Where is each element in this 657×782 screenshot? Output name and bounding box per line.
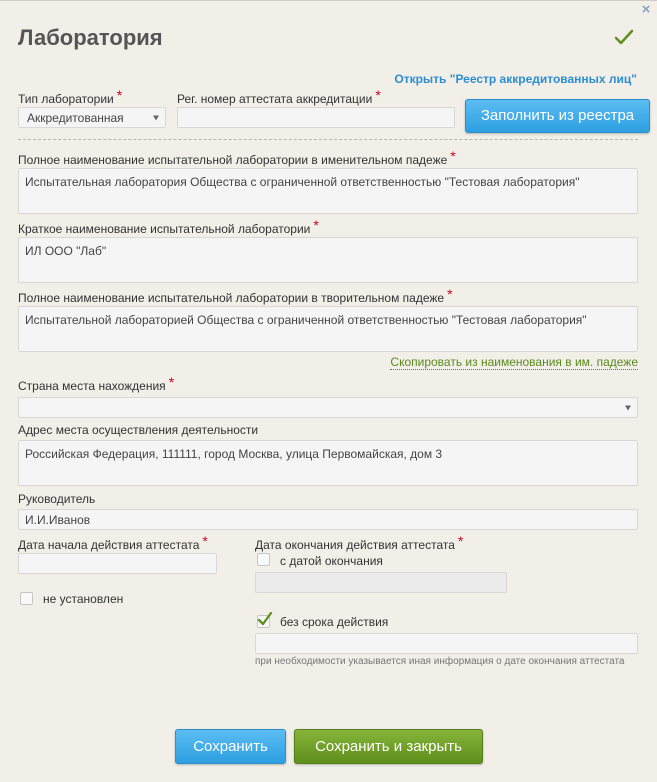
head-input[interactable]: И.И.Иванов xyxy=(18,509,638,530)
start-date-input[interactable] xyxy=(18,553,217,574)
short-name-label: Краткое наименование испытательной лаборатории * xyxy=(18,217,319,236)
lab-type-label: Тип лаборатории * xyxy=(18,87,123,106)
head-label: Руководитель xyxy=(18,492,96,506)
chevron-down-icon xyxy=(153,115,159,120)
lab-type-select[interactable] xyxy=(18,107,166,128)
save-button[interactable]: Сохранить xyxy=(175,729,286,764)
no-term-checkbox[interactable] xyxy=(257,615,270,628)
end-date-input[interactable] xyxy=(255,572,507,593)
address-textarea[interactable]: Российская Федерация, 111111, город Москва, улица Первомайская, дом 3 xyxy=(18,440,638,486)
full-name-nom-label: Полное наименование испытательной лаборатории в именительном падеже * xyxy=(18,148,456,167)
fill-from-registry-button[interactable]: Заполнить из реестра xyxy=(465,99,650,133)
reg-number-input[interactable] xyxy=(177,107,455,128)
open-registry-link[interactable]: Открыть "Реестр аккредитованных лиц" xyxy=(394,72,637,86)
no-term-input[interactable] xyxy=(255,633,638,654)
not-set-label: не установлен xyxy=(43,592,124,606)
start-date-label: Дата начала действия аттестата * xyxy=(18,533,208,552)
divider xyxy=(18,139,638,140)
with-end-date-checkbox[interactable] xyxy=(257,553,270,566)
full-name-instr-label: Полное наименование испытательной лаборатории в творительном падеже * xyxy=(18,286,453,305)
reg-number-label: Рег. номер аттестата аккредитации * xyxy=(177,87,381,106)
full-name-instr-textarea[interactable]: Испытательной лабораторией Общества с ограниченной ответственностью "Тестовая лаборатория" xyxy=(18,306,638,352)
copy-from-nominative-link[interactable]: Скопировать из наименования в им. падеже xyxy=(390,355,638,369)
checkmark-icon[interactable] xyxy=(614,29,634,47)
no-term-label: без срока действия xyxy=(280,615,389,629)
country-label: Страна места нахождения * xyxy=(18,374,175,393)
country-select[interactable] xyxy=(18,397,638,418)
not-set-checkbox[interactable] xyxy=(20,592,33,605)
with-end-date-label: с датой окончания xyxy=(280,554,383,568)
full-name-nom-textarea[interactable]: Испытательная лаборатория Общества с ограниченной ответственностью "Тестовая лаборатория" xyxy=(18,168,638,214)
lab-type-value: Аккредитованная xyxy=(27,111,124,125)
chevron-down-icon xyxy=(625,405,631,410)
address-label: Адрес места осуществления деятельности xyxy=(18,423,259,437)
close-icon[interactable]: × xyxy=(641,1,651,18)
save-and-close-button[interactable]: Сохранить и закрыть xyxy=(294,729,483,764)
end-date-label: Дата окончания действия аттестата * xyxy=(255,533,464,552)
dialog-title: Лаборатория xyxy=(18,25,163,50)
short-name-textarea[interactable]: ИЛ ООО "Лаб" xyxy=(18,237,638,283)
end-date-hint: при необходимости указывается иная информация о дате окончания аттестата xyxy=(255,656,625,667)
check-icon xyxy=(257,612,273,627)
